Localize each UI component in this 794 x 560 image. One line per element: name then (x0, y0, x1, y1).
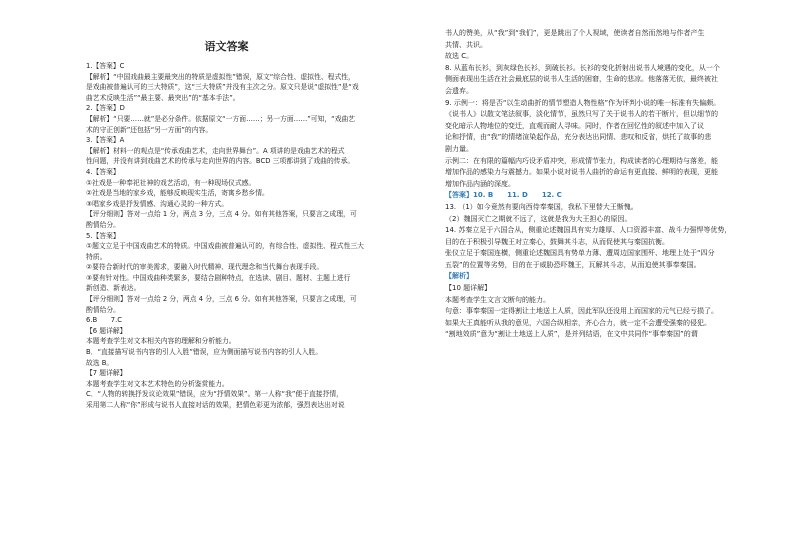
text-line: 《说书人》以散文笔法叙事，淡化情节，虽然只写了关于说书人的若干断片，但以细节的 (445, 110, 718, 119)
text-line: “割地效质”意为“割让土地送上人质”，是并列结语，在文中共同作“事奉秦国”的谓 (445, 330, 698, 339)
text-line: 目的在于积极引导魏王对立秦心，鼓舞其斗志，从而促使其与秦国抗衡。 (445, 237, 669, 246)
text-line: 【7 题详解】 (86, 369, 127, 378)
text-line: 故选 C。 (445, 52, 474, 61)
text-line: 【解析】“中国戏曲最主要最突出的特质是虚拟性”错误，原文“综合性、虚拟性、程式性， (86, 72, 355, 81)
text-line: 书人的赞美，从“我”到“我们”，更是跳出了个人视域，使读者自然而然地与作者产生 (445, 29, 705, 37)
text-line: 变化暗示人物地位的变迁，直观而耐人寻味。同时，作者在回忆性的叙述中加入了议 (445, 121, 704, 130)
text-line: 酌情给分。 (86, 220, 120, 229)
right-answer-text (445, 28, 754, 341)
text-line: 【评分细则】答对一点给 2 分，两点 4 分，三点 6 分。如有其他答案，只要言之成理，可 (86, 295, 357, 304)
text-line: 性问题，并没有讲到戏曲艺术的传承与走向世界的内容。BCD 三项都讲到了戏曲的传承。 (86, 157, 355, 166)
text-line: 酌情给分。 (86, 305, 120, 314)
text-line: 增加作品内涵的深度。 (445, 179, 515, 188)
text-line: 4.【答案】 (86, 167, 120, 176)
text-line: 【解析】材料一的观点是“传承戏曲艺术，走向世界舞台”。A 项讲的是戏曲艺术的程式 (86, 146, 345, 155)
text-line: 是戏曲被普遍认可的三大特质”，这“三大特质”并没有主次之分。原文只是说“虚拟性”是“戏 (86, 83, 359, 92)
text-line: 【解析】 (445, 272, 473, 281)
text-line: 9. 示例一：将是否“以生动曲折的情节塑造人物性格”作为评判小说的唯一标准有失偏颇。 (445, 98, 721, 107)
text-line: 【评分细则】答对一点给 1 分，两点 3 分，三点 4 分。如有其他答案，只要言之成理，可 (86, 210, 357, 219)
text-line: ②社戏是当地的家乡戏，能够反映现实生活，寄寓乡愁乡情。 (86, 189, 269, 198)
text-line: 【答案】10. B 11. D 12. C (445, 191, 562, 200)
left-answer-text (86, 61, 367, 411)
text-line: 论和抒情，由“我”的情绪渲染起作品，充分表达出同情、悲叹和反省，烘托了故事的悲 (445, 133, 712, 142)
text-line: 特质。 (86, 252, 107, 261)
right-page (397, 0, 794, 560)
text-line: 增加作品的感染力与震撼力。如果小说对说书人曲折的命运有更直接、鲜明的表现，更能 (445, 168, 718, 177)
text-line: C．“人物的转换抒发议论效果”错误，应为“抒情效果”。第一人称“我”便于直接抒情， (86, 390, 343, 399)
text-line: 1.【答案】C (86, 62, 125, 70)
text-line: 示例二：在有限的篇幅内巧设矛盾冲突，形成情节张力，构成读者的心理期待与落差，能 (445, 156, 718, 165)
text-line: ③唱家乡戏是抒发情感、沟通心灵的一种方式。 (86, 199, 229, 208)
text-line: 6.B 7.C (86, 316, 122, 325)
text-line: 5.【答案】 (86, 231, 120, 240)
text-line: 术的守正创新”还包括“另一方面”的内容。 (86, 125, 213, 134)
text-line: 【解析】“只要……就”是必分条件。依据原文“一方面……；另一方面……”可知，“戏曲艺 (86, 114, 356, 123)
text-line: 本题考查学生对文本艺术特色的分析鉴赏能力。 (86, 379, 229, 388)
text-line: 如果大王真能听从我的意见，六国合纵相亲，齐心合力，就一定不会遭受强秦的侵犯。 (445, 318, 711, 327)
text-line: 新创造、新表达。 (86, 284, 141, 293)
text-line: 3.【答案】A (86, 136, 125, 145)
text-line: 共情、共识。 (445, 40, 487, 49)
text-line: 故选 B。 (86, 358, 114, 367)
text-line: 五裂”的位置等劣势，目的在于威胁恐吓魏王，瓦解其斗志，从而迫使其事奉秦国。 (445, 260, 701, 269)
text-line: 2.【答案】D (86, 104, 125, 113)
text-line: 张仪立足于秦国连横，侧重论述魏国具有势单力薄、遭周边国家围歼、地理上处于“四分 (445, 249, 715, 258)
page-title: 语文答案 (204, 40, 249, 53)
text-line: 会遗弃。 (445, 86, 473, 95)
text-line: 14. 苏秦立足于六国合从，侧重论述魏国具有实力雄厚、人口资源丰富、战斗力强悍等优势， (445, 226, 732, 235)
text-line: 本题考查学生对文本相关内容的理解和分析能力。 (86, 337, 236, 346)
text-line: （2）魏国灭亡之期就不远了，这就是我为大王担心的原因。 (445, 214, 632, 223)
text-line: ②要符合新时代的审美需求，要融入时代精神、现代理念和当代舞台表现手段。 (86, 263, 324, 272)
text-line: 句意：事奉秦国一定得割让土地送上人质，因此军队还没用上而国家的元气已经亏损了。 (445, 307, 718, 316)
text-line: 剧力量。 (445, 144, 473, 153)
text-line: 采用第二人称“你”形成与说书人直接对话的效果，把情色彩更为浓郁，强烈表达出对说 (86, 401, 345, 409)
text-line: ①社戏是一种奉祀社神的戏艺活动，有一种现场仪式感。 (86, 178, 256, 187)
text-line: ①题文立足于中国戏曲艺术的特质。中国戏曲被普遍认可的，有综合性、虚拟性、程式性三大 (86, 242, 364, 251)
text-line: 8. 从蓝布长衫，到灰绿色长衫，到破长衫。长衫的变化折射出说书人境遇的变化，从一个 (445, 63, 720, 72)
text-line: 曲艺术反映生活”“最主要、最突出”的“基本手法”。 (86, 93, 240, 102)
text-line: 侧面表现出生活在社会最底层的说书人生活的困窘，生命的悲凉。他落落无依，最终被社 (445, 75, 718, 84)
text-line: 本题考查学生文言文断句的能力。 (445, 295, 550, 304)
text-line: 【6 题详解】 (86, 326, 127, 335)
text-line: 【10 题详解】 (445, 284, 492, 293)
text-line: 13. （1）如今竟然有要向西侍奉秦国，我私下里替大王惭愧。 (445, 202, 638, 211)
text-line: B．“直接描写说书内容的引人入胜”错误，应为侧面描写说书内容的引人入胜。 (86, 348, 323, 357)
text-line: ③要有针对性。中国戏曲种类繁多，要结合剧种特点，在选读、剧目、题材、主题上进行 (86, 273, 351, 282)
